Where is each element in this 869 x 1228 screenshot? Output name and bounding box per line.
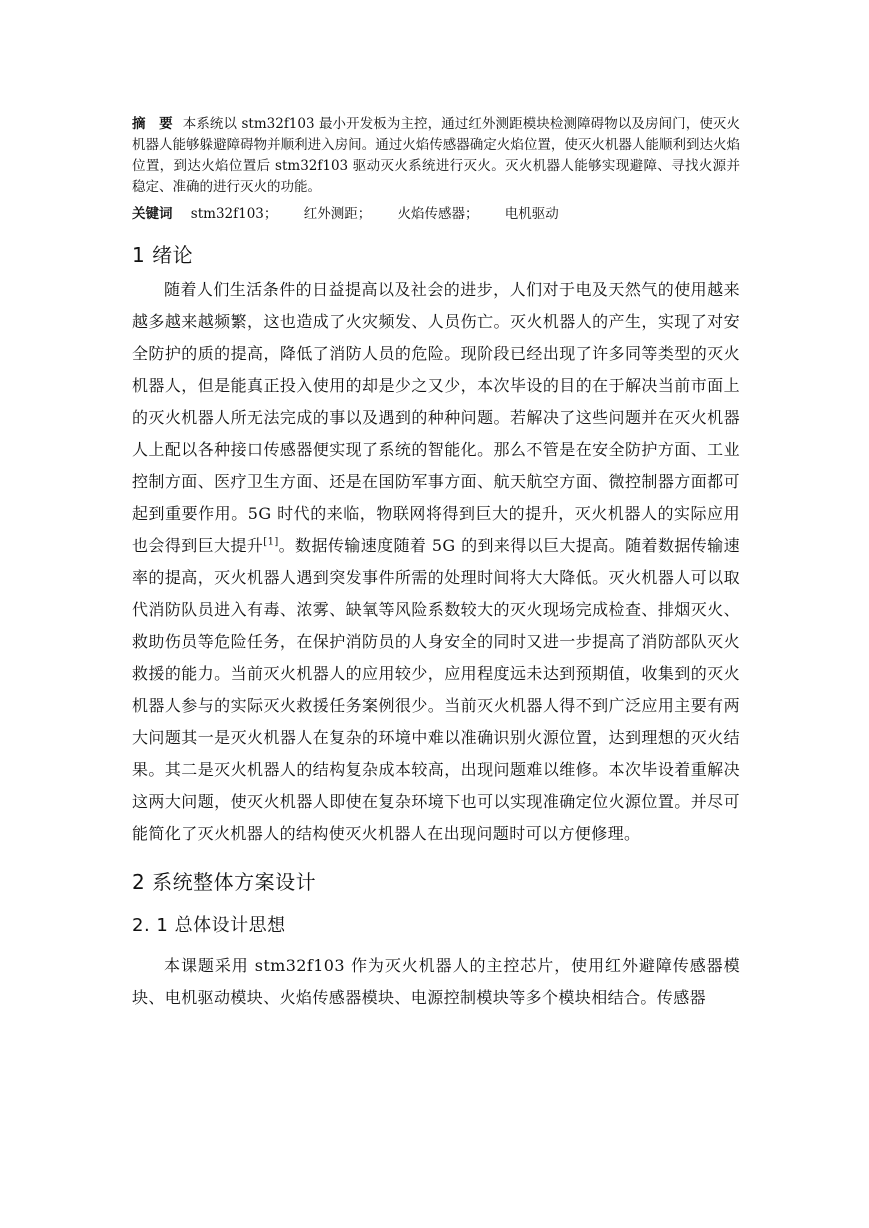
section-heading-system-design: 2 系统整体方案设计: [132, 870, 317, 894]
section-heading-introduction: 1 绪论: [132, 243, 194, 267]
abstract-label: 摘 要: [132, 116, 173, 132]
keywords-label: 关键词: [132, 206, 173, 222]
document-page: [132, 114, 740, 1014]
keyword-item: 红外测距；: [303, 206, 372, 222]
keywords-line: [132, 204, 740, 225]
citation-reference: [1]: [263, 536, 279, 548]
introduction-paragraph: [132, 274, 740, 850]
design-paragraph: 本课题采用 stm32f103 作为灭火机器人的主控芯片，使用红外避障传感器模块、电机驱动模块、火焰传感器模块、电源控制模块等多个模块相结合。传感器: [132, 956, 740, 1007]
keyword-item: 火焰传感器；: [397, 206, 479, 222]
abstract-text: 本系统以 stm32f103 最小开发板为主控，通过红外测距模块检测障碍物以及房间门，使灭火机器人能够躲避障碍物并顺利进入房间。通过火焰传感器确定火焰位置，使灭火机器人能顺利到达火焰位置，到达火焰位置后 stm32f103 驱动灭火系统进行灭火。灭火机器人能够实现避障、寻找火源并稳定、准确的进行灭火的功能。: [132, 116, 741, 195]
keyword-item: 电机驱动: [504, 206, 559, 222]
keyword-item: stm32f103；: [190, 206, 278, 222]
abstract-paragraph: [132, 114, 740, 198]
introduction-text-part1: 随着人们生活条件的日益提高以及社会的进步，人们对于电及天然气的使用越来越多越来越频繁，这也造成了火灾频发、人员伤亡。灭火机器人的产生，实现了对安全防护的质的提高，降低了消防人员的危险。现阶段已经出现了许多同等类型的灭火机器人，但是能真正投入使用的却是少之又少，本次毕设的目的在于解决当前市面上的灭火机器人所无法完成的事以及遇到的种种问题。若解决了这些问题并在灭火机器人上配以各种接口传感器便实现了系统的智能化。那么不管是在安全防护方面、工业控制方面、医疗卫生方面、还是在国防军事方面、航天航空方面、微控制器方面都可起到重要作用。5G 时代的来临，物联网将得到巨大的提升，灭火机器人的实际应用也会得到巨大提升: [132, 280, 740, 555]
introduction-text-part2: 。数据传输速度随着 5G 的到来得以巨大提高。随着数据传输速率的提高，灭火机器人遇到突发事件所需的处理时间将大大降低。灭火机器人可以取代消防队员进入有毒、浓雾、缺氧等风险系数较大的灭火现场完成检查、排烟灭火、救助伤员等危险任务，在保护消防员的人身安全的同时又进一步提高了消防部队灭火救援的能力。当前灭火机器人的应用较少，应用程度远未达到预期值，收集到的灭火机器人参与的实际灭火救援任务案例很少。当前灭火机器人得不到广泛应用主要有两大问题其一是灭火机器人在复杂的环境中难以准确识别火源位置，达到理想的灭火结果。其二是灭火机器人的结构复杂成本较高，出现问题难以维修。本次毕设着重解决这两大问题，使灭火机器人即使在复杂环境下也可以实现准确定位火源位置。并尽可能简化了灭火机器人的结构使灭火机器人在出现问题时可以方便修理。: [132, 536, 740, 843]
subsection-heading-overall-design: 2. 1 总体设计思想: [132, 915, 286, 936]
